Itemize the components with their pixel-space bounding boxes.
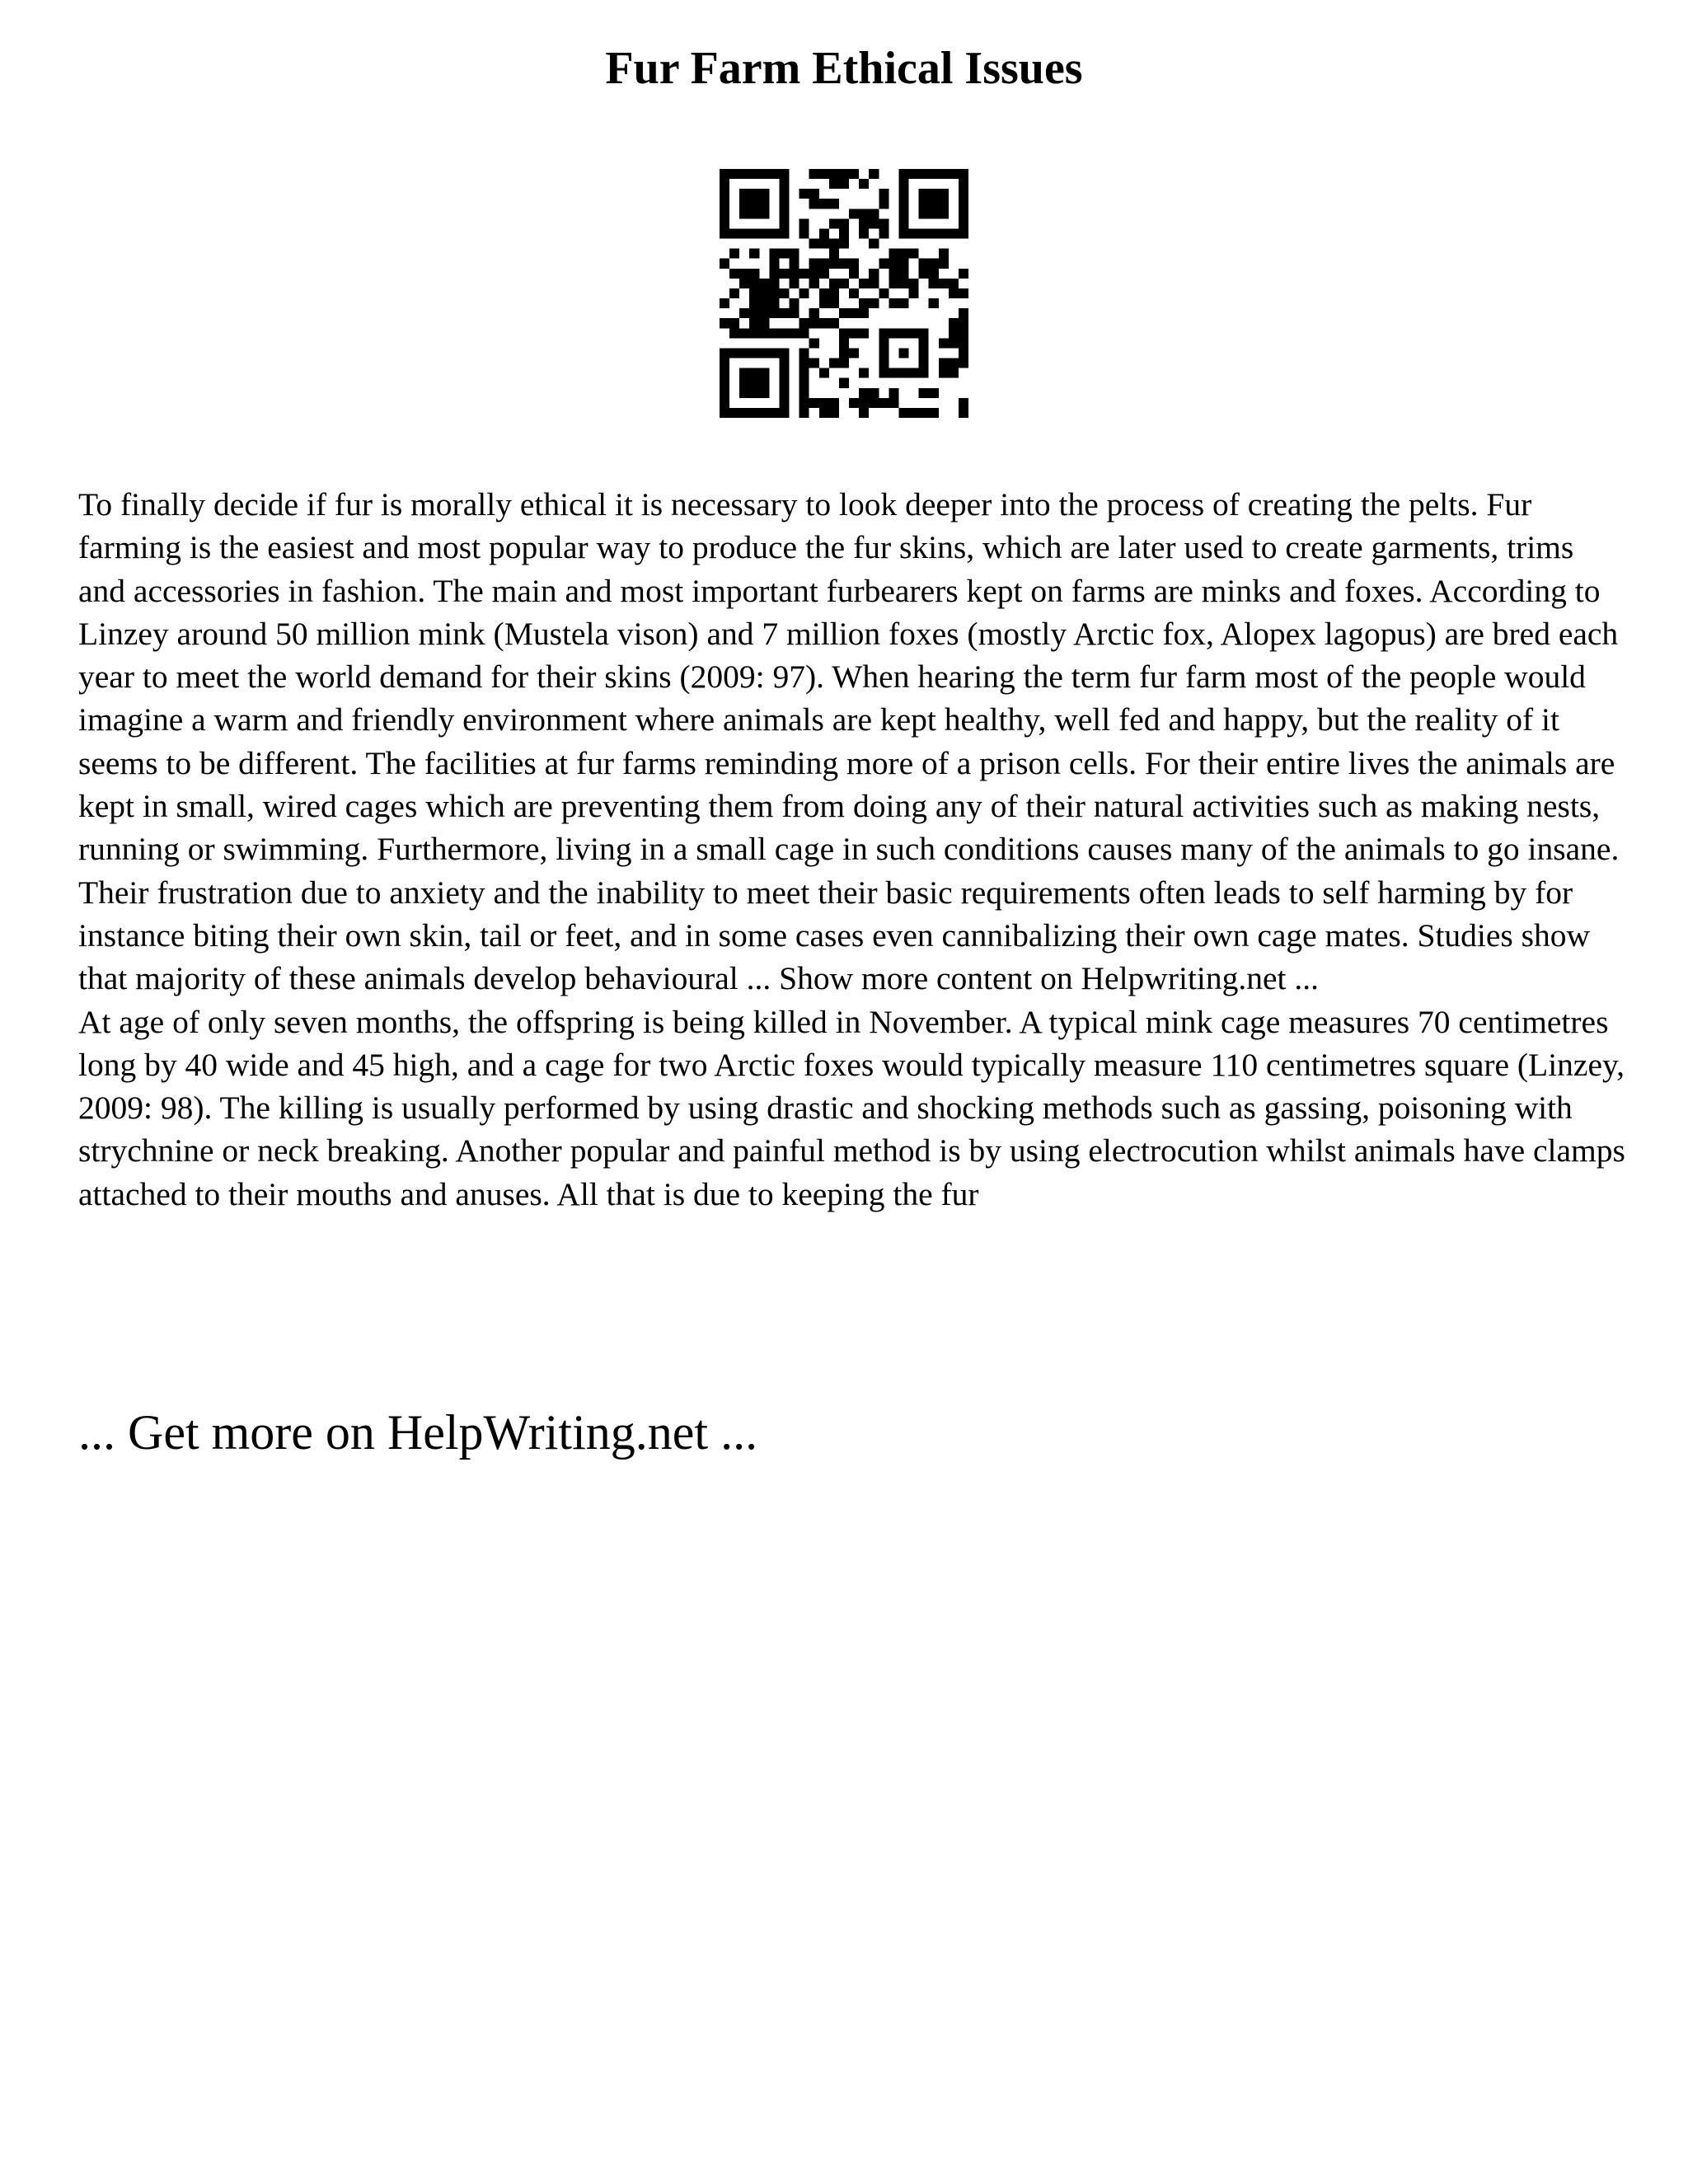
paragraph-1: To finally decide if fur is morally ethical it is necessary to look deeper into the process of creating the pelts. Fur farming is the easiest and most popular way to produce the fur skins, which are later used to create garments, trims and accessories in fashion. The main and most important furbearers kept on farms are minks and foxes. According to Linzey around 50 million mink (Mustela vison) and 7 million foxes (mostly Arctic fox, Alopex lagopus) are bred each year to meet the world demand for their skins (2009: 97). When hearing the term fur farm most of the people would imagine a warm and friendly environment where animals are kept healthy, well fed and happy, but the reality of it seems to be different. The facilities at fur farms reminding more of a prison cells. For their entire lives the animals are kept in small, wired cages which are preventing them from doing any of their natural activities such as making nests, running or swimming. Furthermore, living in a small cage in such conditions causes many of the animals to go insane. Their frustration due to anxiety and the inability to meet their basic requirements often leads to self harming by for instance biting their own skin, tail or feet, and in some cases even cannibalizing their own cage mates. Studies show that majority of these animals develop behavioural ... Show more content on Helpwriting.net ... (78, 486, 1620, 997)
qr-code-icon (720, 169, 968, 418)
get-more-link[interactable]: ... Get more on HelpWriting.net ... (78, 1405, 758, 1460)
article-body (78, 483, 1628, 1216)
paragraph-2: At age of only seven months, the offspring is being killed in November. A typical mink cage measures 70 centimetres long by 40 wide and 45 high, and a cage for two Arctic foxes would typically measure 110 centimetres square (Linzey, 2009: 98). The killing is usually performed by using drastic and shocking methods such as gassing, poisoning with strychnine or neck breaking. Another popular and painful method is by using electrocution whilst animals have clamps attached to their mouths and anuses. All that is due to keeping the fur (78, 1003, 1625, 1212)
page-title: Fur Farm Ethical Issues (605, 43, 1083, 94)
